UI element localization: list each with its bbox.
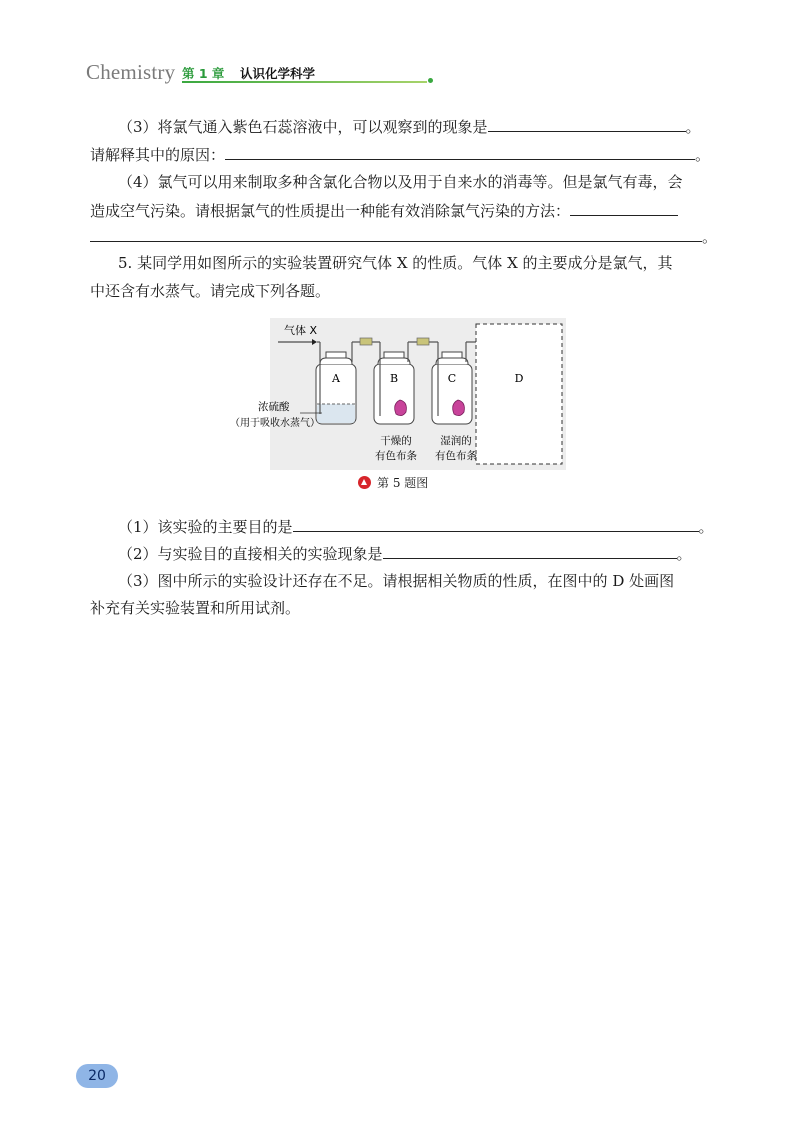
q3-text: （3）将氯气通入紫色石蕊溶液中，可以观察到的现象是	[118, 118, 488, 136]
running-header	[86, 60, 346, 86]
q4-text-1: （4）氯气可以用来制取多种含氯化合物以及用于自来水的消毒等。但是氯气有毒，会	[118, 173, 683, 191]
sub1-text: （1）该实验的主要目的是	[118, 518, 293, 536]
q5-text-2: 中还含有水蒸气。请完成下列各题。	[90, 282, 331, 300]
acid-note: （用于吸收水蒸气）	[230, 418, 320, 429]
chapter-number: 第 1 章	[182, 66, 225, 81]
sub1-line	[118, 516, 712, 537]
chapter-underline	[182, 81, 427, 83]
q5-text-1: 5. 某同学用如图所示的实验装置研究气体 X 的性质。气体 X 的主要成分是氯气，其	[118, 254, 673, 272]
q5-line1	[118, 253, 712, 273]
q4-line3	[90, 226, 718, 247]
chapter-dot	[428, 78, 433, 83]
apparatus-figure	[230, 318, 570, 478]
chapter-title: 认识化学科学	[240, 66, 316, 81]
period: 。	[676, 545, 692, 563]
sub3-text-2: 补充有关实验装置和所用试剂。	[90, 599, 301, 617]
gas-x-label: 气体 X	[284, 324, 318, 337]
wet-strip-line2: 有色布条	[435, 450, 477, 462]
page-number: 20	[76, 1064, 118, 1088]
period: 。	[685, 118, 701, 136]
sub2-text: （2）与实验目的直接相关的实验现象是	[118, 545, 383, 563]
q4-line2	[90, 200, 712, 221]
period: 。	[698, 518, 714, 536]
dry-strip-line1: 干燥的	[380, 435, 412, 447]
figure-caption-text: 第 5 题图	[377, 476, 429, 490]
q3-line2	[90, 144, 712, 165]
sub2-answer-blank[interactable]	[383, 543, 677, 559]
label-d: D	[514, 372, 524, 385]
sub3-line1	[118, 571, 712, 591]
figure-caption	[358, 474, 428, 492]
sub3-line2	[90, 598, 712, 618]
dry-strip-line2: 有色布条	[375, 450, 417, 462]
q3-answer-blank[interactable]	[488, 116, 686, 132]
q3-line1	[118, 116, 712, 137]
box-d	[476, 324, 562, 464]
acid-label: 浓硫酸	[258, 401, 290, 413]
q4-answer-blank-1[interactable]	[570, 200, 678, 216]
label-b: B	[389, 372, 399, 385]
acid-liquid	[317, 404, 355, 423]
q5-line2	[90, 281, 712, 301]
chapter-bar	[182, 62, 422, 83]
q4-text-2: 造成空气污染。请根据氯气的性质提出一种能有效消除氯气污染的方法：	[90, 202, 571, 220]
q4-line1	[118, 172, 712, 192]
period: 。	[695, 146, 711, 164]
brand-title: Chemistry	[86, 60, 176, 84]
q3-reason-text: 请解释其中的原因：	[90, 146, 226, 164]
triangle-marker-icon	[358, 476, 371, 489]
sub3-text-1: （3）图中所示的实验设计还存在不足。请根据相关物质的性质，在图中的 D 处画图	[118, 572, 675, 590]
sub1-answer-blank[interactable]	[293, 516, 699, 532]
wet-colored-strip	[453, 400, 465, 416]
label-a: A	[332, 372, 340, 385]
q4-answer-blank-2[interactable]	[90, 226, 702, 242]
dry-colored-strip	[395, 400, 407, 416]
label-c: C	[447, 372, 457, 385]
q3-reason-blank[interactable]	[225, 144, 695, 160]
wet-strip-line1: 湿润的	[440, 435, 472, 447]
sub2-line	[118, 543, 712, 564]
period: 。	[702, 228, 718, 246]
